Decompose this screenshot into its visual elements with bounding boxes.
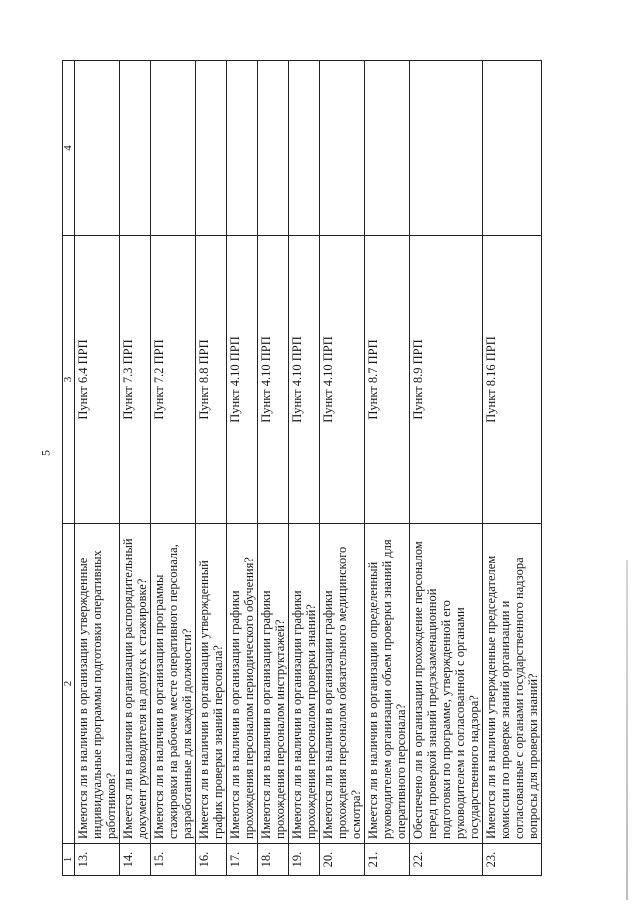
table-row (483, 61, 542, 876)
scan-edge-shadow (626, 560, 628, 900)
question-text: Имеются ли в наличии в организации графики прохождения персоналом инструктажей? (258, 524, 289, 844)
row-number: 15. (151, 844, 196, 876)
row-number: 13. (75, 844, 120, 876)
question-text: Имеются ли в наличии в организации программы стажировки на рабочем месте оперативного персонала, разработанные для каждой должности? (151, 524, 196, 844)
note-cell (258, 61, 289, 236)
requirement-reference: Пункт 8.9 ПРП (410, 236, 483, 524)
row-number: 18. (258, 844, 289, 876)
requirement-reference: Пункт 8.7 ПРП (365, 236, 410, 524)
note-cell (227, 61, 258, 236)
row-number: 23. (483, 844, 542, 876)
note-cell (120, 61, 151, 236)
header-col-2: 2 (63, 524, 75, 844)
checklist-table-rotated (62, 61, 540, 876)
note-cell (289, 61, 320, 236)
requirement-reference: Пункт 4.10 ПРП (227, 236, 258, 524)
question-text: Имеются ли в наличии в организации графики прохождения персоналом периодического обучения? (227, 524, 258, 844)
question-text: Имеются ли в наличии в организации графики прохождения персоналом проверки знаний? (289, 524, 320, 844)
requirement-reference: Пункт 4.10 ПРП (258, 236, 289, 524)
row-number: 17. (227, 844, 258, 876)
note-cell (365, 61, 410, 236)
header-row (63, 61, 75, 876)
row-number: 16. (196, 844, 227, 876)
requirement-reference: Пункт 4.10 ПРП (289, 236, 320, 524)
note-cell (483, 61, 542, 236)
requirement-reference: Пункт 4.10 ПРП (320, 236, 365, 524)
question-text: Обеспечено ли в организации прохождение персоналом перед проверкой знаний предэкзаменационной подготовки по программе, утвержденной его руководителем и согласованной с органами государственного надзора? (410, 524, 483, 844)
requirement-reference: Пункт 8.8 ПРП (196, 236, 227, 524)
table-row (196, 61, 227, 876)
question-text: Имеется ли в наличии в организации распорядительный документ руководителя на допуск к стажировке? (120, 524, 151, 844)
row-number: 19. (289, 844, 320, 876)
note-cell (151, 61, 196, 236)
requirement-reference: Пункт 7.2 ПРП (151, 236, 196, 524)
note-cell (75, 61, 120, 236)
table-row (289, 61, 320, 876)
question-text: Имеется ли в наличии в организации определенный руководителем организации объем проверки знаний для оперативного персонала? (365, 524, 410, 844)
table-row (227, 61, 258, 876)
question-text: Имеются ли в наличии в организации графики прохождения персоналом обязательного медицинского осмотра? (320, 524, 365, 844)
checklist-table (62, 60, 542, 876)
question-text: Имеются ли в наличии в организации утвержденные индивидуальные программы подготовки оперативных работников? (75, 524, 120, 844)
requirement-reference: Пункт 7.3 ПРП (120, 236, 151, 524)
note-cell (410, 61, 483, 236)
note-cell (320, 61, 365, 236)
note-cell (196, 61, 227, 236)
requirement-reference: Пункт 8.16 ПРП (483, 236, 542, 524)
row-number: 21. (365, 844, 410, 876)
question-text: Имеется ли в наличии в организации утвержденный график проверки знаний персонала? (196, 524, 227, 844)
table-row (410, 61, 483, 876)
table-row (151, 61, 196, 876)
row-number: 20. (320, 844, 365, 876)
table-row (320, 61, 365, 876)
header-col-1: 1 (63, 844, 75, 876)
question-text: Имеются ли в наличии утвержденные председателем комиссии по проверке знаний организации и согласованные с органами государственного надзора вопросы для проверки знаний? (483, 524, 542, 844)
header-col-3: 3 (63, 236, 75, 524)
table-row (365, 61, 410, 876)
requirement-reference: Пункт 6.4 ПРП (75, 236, 120, 524)
table-row (120, 61, 151, 876)
row-number: 14. (120, 844, 151, 876)
table-row (75, 61, 120, 876)
page-number: 5 (38, 450, 53, 456)
table-row (258, 61, 289, 876)
header-col-4: 4 (63, 61, 75, 236)
row-number: 22. (410, 844, 483, 876)
